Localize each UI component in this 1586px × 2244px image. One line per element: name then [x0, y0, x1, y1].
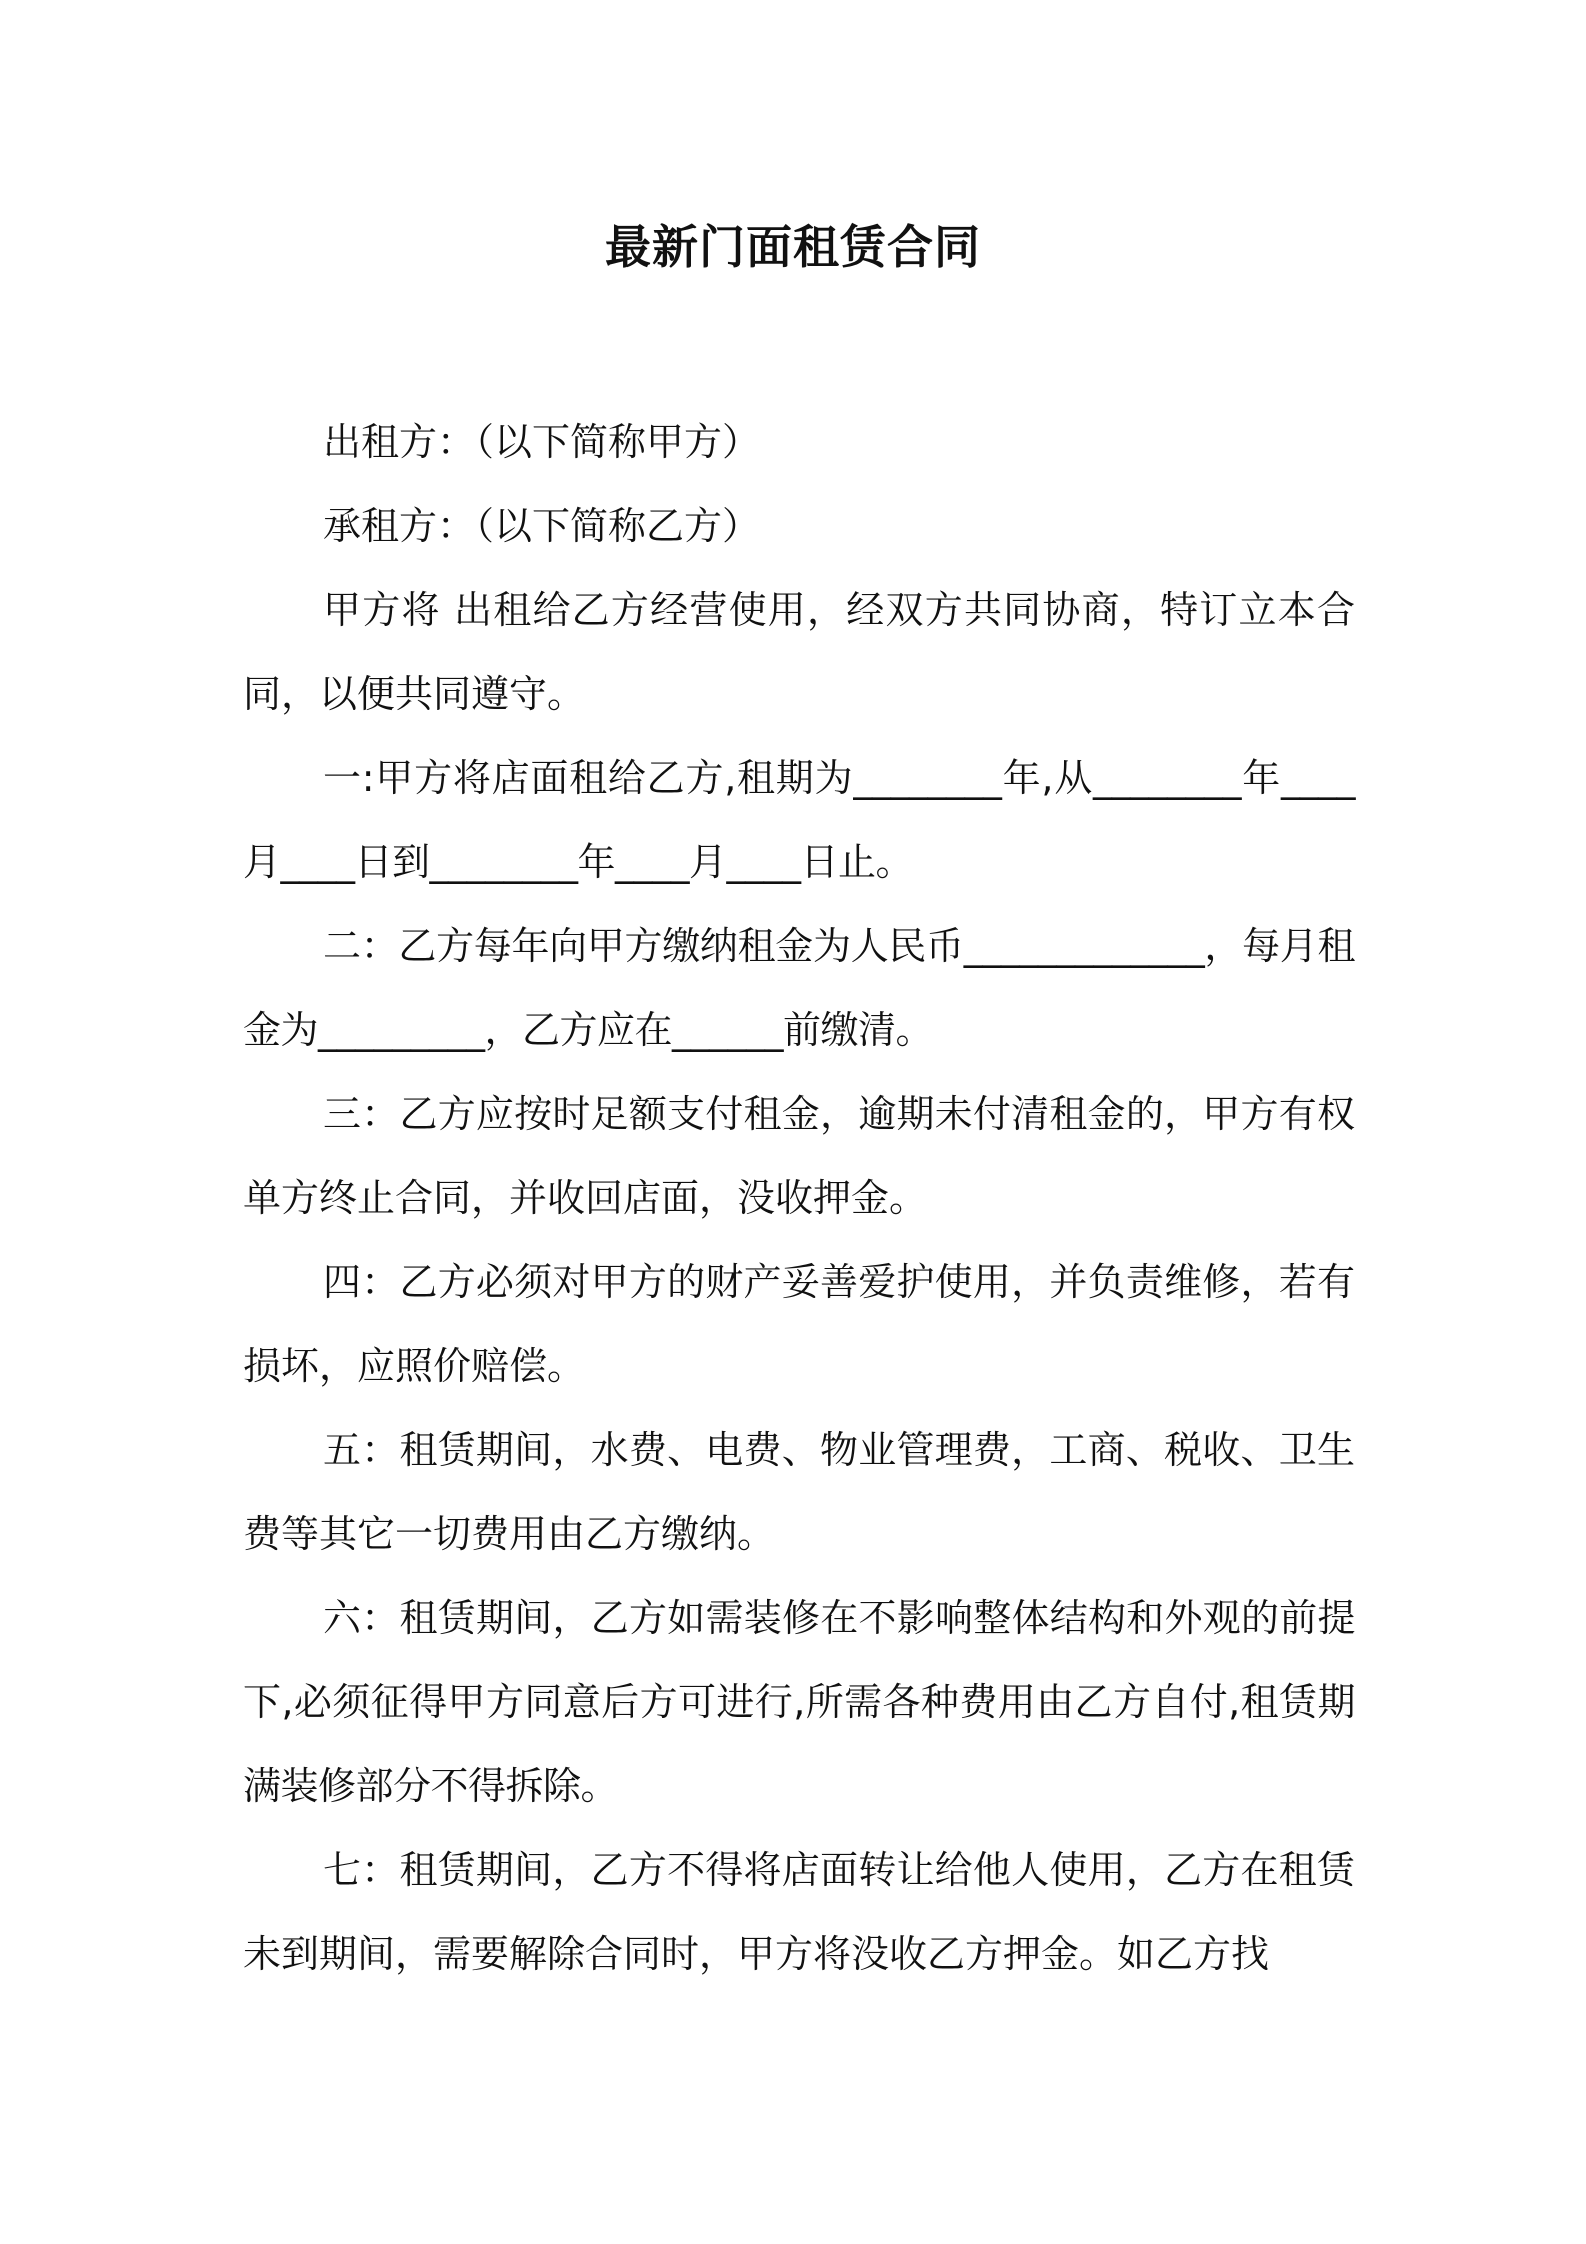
- clause-3: 三：乙方应按时足额支付租金，逾期未付清租金的，甲方有权单方终止合同，并收回店面，没收押金。: [243, 1092, 1355, 1220]
- clause-4: 四：乙方必须对甲方的财产妥善爱护使用，并负责维修，若有损坏，应照价赔偿。: [243, 1260, 1355, 1388]
- clause-6: 六：租赁期间，乙方如需装修在不影响整体结构和外观的前提下,必须征得甲方同意后方可进行,所需各种费用由乙方自付,租赁期满装修部分不得拆除。: [243, 1596, 1355, 1808]
- document-body: [243, 400, 1355, 1996]
- preamble-paragraph: 甲方将 出租给乙方经营使用，经双方共同协商，特订立本合同，以便共同遵守。: [243, 588, 1355, 716]
- document-title: 最新门面租赁合同: [605, 220, 981, 274]
- lessor-line: 出租方：（以下简称甲方）: [323, 420, 761, 464]
- clause-5: 五：租赁期间，水费、电费、物业管理费，工商、税收、卫生费等其它一切费用由乙方缴纳。: [243, 1428, 1355, 1556]
- clause-1: 一:甲方将店面租给乙方,租期为________年,从________年____月____日到________年____月____日止。: [243, 756, 1355, 884]
- lessee-line: 承租方：（以下简称乙方）: [323, 504, 761, 548]
- clause-2: 二：乙方每年向甲方缴纳租金为人民币_____________，每月租金为_________，乙方应在______前缴清。: [243, 924, 1355, 1052]
- clause-7: 七：租赁期间，乙方不得将店面转让给他人使用，乙方在租赁未到期间，需要解除合同时，甲方将没收乙方押金。如乙方找: [243, 1848, 1355, 1976]
